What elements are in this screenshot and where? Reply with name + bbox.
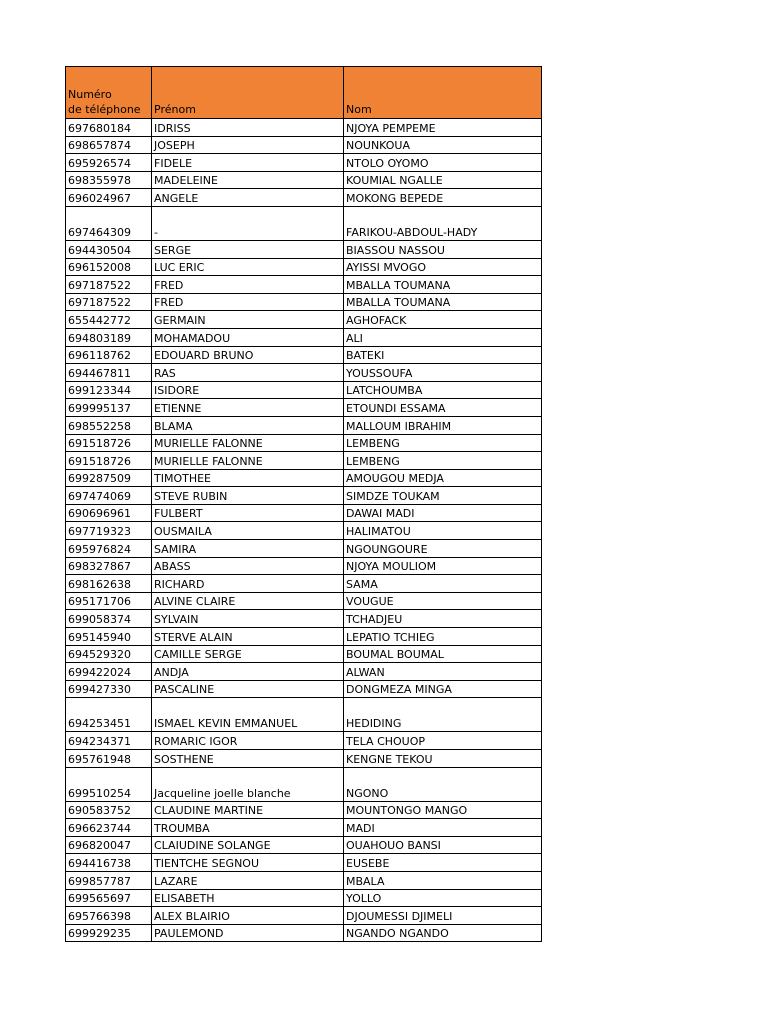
table-header <box>66 67 542 119</box>
cell-first-name: - <box>152 206 344 240</box>
table-row <box>66 119 542 137</box>
table-row <box>66 557 542 575</box>
table-row <box>66 592 542 610</box>
cell-last-name: LATCHOUMBA <box>344 381 542 399</box>
cell-last-name: DONGMEZA MINGA <box>344 680 542 698</box>
cell-phone: 695145940 <box>66 628 152 646</box>
cell-phone: 696152008 <box>66 258 152 276</box>
table-row <box>66 364 542 382</box>
table-row <box>66 293 542 311</box>
cell-first-name: SYLVAIN <box>152 610 344 628</box>
table-row <box>66 240 542 258</box>
cell-phone: 694253451 <box>66 698 152 732</box>
cell-first-name: CLAIUDINE SOLANGE <box>152 836 344 854</box>
cell-first-name: TIMOTHEE <box>152 469 344 487</box>
cell-last-name: HALIMATOU <box>344 522 542 540</box>
table-row <box>66 575 542 593</box>
contact-sheet <box>65 66 541 942</box>
cell-first-name: Jacqueline joelle blanche <box>152 767 344 801</box>
cell-last-name: KOUMIAL NGALLE <box>344 171 542 189</box>
cell-last-name: AGHOFACK <box>344 311 542 329</box>
header-phone-line1: Numéro <box>68 88 112 101</box>
cell-last-name: ALWAN <box>344 663 542 681</box>
cell-phone: 699857787 <box>66 871 152 889</box>
table-row <box>66 663 542 681</box>
cell-last-name: SIMDZE TOUKAM <box>344 487 542 505</box>
cell-first-name: ABASS <box>152 557 344 575</box>
cell-last-name: ETOUNDI ESSAMA <box>344 399 542 417</box>
cell-first-name: MADELEINE <box>152 171 344 189</box>
cell-phone: 699287509 <box>66 469 152 487</box>
table-row <box>66 504 542 522</box>
cell-phone: 694467811 <box>66 364 152 382</box>
cell-first-name: ISIDORE <box>152 381 344 399</box>
cell-phone: 691518726 <box>66 452 152 470</box>
cell-last-name: TCHADJEU <box>344 610 542 628</box>
cell-phone: 696024967 <box>66 189 152 207</box>
cell-phone: 697719323 <box>66 522 152 540</box>
cell-phone: 655442772 <box>66 311 152 329</box>
cell-last-name: FARIKOU-ABDOUL-HADY <box>344 206 542 240</box>
cell-last-name: MOKONG BEPEDE <box>344 189 542 207</box>
cell-phone: 699427330 <box>66 680 152 698</box>
cell-last-name: AYISSI MVOGO <box>344 258 542 276</box>
table-row <box>66 311 542 329</box>
cell-phone: 696118762 <box>66 346 152 364</box>
table-row <box>66 645 542 663</box>
cell-first-name: TROUMBA <box>152 819 344 837</box>
table-row <box>66 628 542 646</box>
cell-first-name: FULBERT <box>152 504 344 522</box>
cell-last-name: MALLOUM IBRAHIM <box>344 416 542 434</box>
cell-last-name: DAWAI MADI <box>344 504 542 522</box>
table-row <box>66 889 542 907</box>
cell-last-name: NOUNKOUA <box>344 136 542 154</box>
cell-last-name: OUAHOUO BANSI <box>344 836 542 854</box>
table-row <box>66 767 542 801</box>
cell-last-name: TELA CHOUOP <box>344 732 542 750</box>
cell-last-name: MBALA <box>344 871 542 889</box>
table-row <box>66 801 542 819</box>
cell-first-name: CLAUDINE MARTINE <box>152 801 344 819</box>
cell-phone: 694416738 <box>66 854 152 872</box>
cell-phone: 695976824 <box>66 540 152 558</box>
table-row <box>66 416 542 434</box>
cell-phone: 699929235 <box>66 924 152 942</box>
cell-first-name: RAS <box>152 364 344 382</box>
cell-phone: 694529320 <box>66 645 152 663</box>
cell-last-name: EUSEBE <box>344 854 542 872</box>
cell-phone: 690583752 <box>66 801 152 819</box>
cell-last-name: LEPATIO TCHIEG <box>344 628 542 646</box>
header-row <box>66 67 542 119</box>
cell-last-name: BATEKI <box>344 346 542 364</box>
cell-last-name: NTOLO OYOMO <box>344 154 542 172</box>
cell-first-name: SAMIRA <box>152 540 344 558</box>
cell-first-name: EDOUARD BRUNO <box>152 346 344 364</box>
cell-first-name: OUSMAILA <box>152 522 344 540</box>
cell-first-name: PASCALINE <box>152 680 344 698</box>
table-row <box>66 276 542 294</box>
cell-first-name: JOSEPH <box>152 136 344 154</box>
cell-phone: 697474069 <box>66 487 152 505</box>
cell-phone: 694234371 <box>66 732 152 750</box>
table-row <box>66 854 542 872</box>
table-row <box>66 136 542 154</box>
table-row <box>66 680 542 698</box>
cell-first-name: IDRISS <box>152 119 344 137</box>
cell-phone: 695761948 <box>66 750 152 768</box>
cell-phone: 699422024 <box>66 663 152 681</box>
cell-last-name: NGONO <box>344 767 542 801</box>
table-row <box>66 206 542 240</box>
cell-last-name: YOLLO <box>344 889 542 907</box>
table-row <box>66 434 542 452</box>
table-row <box>66 522 542 540</box>
cell-last-name: NJOYA MOULIOM <box>344 557 542 575</box>
cell-last-name: HEDIDING <box>344 698 542 732</box>
cell-phone: 695926574 <box>66 154 152 172</box>
table-row <box>66 189 542 207</box>
cell-last-name: LEMBENG <box>344 434 542 452</box>
cell-last-name: NJOYA PEMPEME <box>344 119 542 137</box>
table-row <box>66 871 542 889</box>
cell-first-name: CAMILLE SERGE <box>152 645 344 663</box>
cell-first-name: GERMAIN <box>152 311 344 329</box>
table-row <box>66 452 542 470</box>
cell-first-name: FIDELE <box>152 154 344 172</box>
cell-phone: 697187522 <box>66 293 152 311</box>
table-row <box>66 469 542 487</box>
cell-phone: 698327867 <box>66 557 152 575</box>
cell-phone: 699058374 <box>66 610 152 628</box>
cell-first-name: LAZARE <box>152 871 344 889</box>
cell-first-name: ALVINE CLAIRE <box>152 592 344 610</box>
cell-first-name: ELISABETH <box>152 889 344 907</box>
table-row <box>66 610 542 628</box>
cell-phone: 694803189 <box>66 328 152 346</box>
cell-phone: 694430504 <box>66 240 152 258</box>
table-row <box>66 907 542 925</box>
table-row <box>66 924 542 942</box>
cell-last-name: MADI <box>344 819 542 837</box>
cell-first-name: STERVE ALAIN <box>152 628 344 646</box>
table-row <box>66 381 542 399</box>
cell-phone: 695171706 <box>66 592 152 610</box>
table-row <box>66 540 542 558</box>
cell-phone: 696623744 <box>66 819 152 837</box>
table-row <box>66 346 542 364</box>
header-last-name: Nom <box>344 67 542 119</box>
cell-phone: 699123344 <box>66 381 152 399</box>
cell-first-name: TIENTCHE SEGNOU <box>152 854 344 872</box>
cell-last-name: MBALLA TOUMANA <box>344 293 542 311</box>
cell-first-name: SERGE <box>152 240 344 258</box>
cell-last-name: YOUSSOUFA <box>344 364 542 382</box>
cell-first-name: STEVE RUBIN <box>152 487 344 505</box>
cell-first-name: ROMARIC IGOR <box>152 732 344 750</box>
header-first-name: Prénom <box>152 67 344 119</box>
cell-first-name: FRED <box>152 293 344 311</box>
table-row <box>66 171 542 189</box>
cell-phone: 698552258 <box>66 416 152 434</box>
cell-phone: 698162638 <box>66 575 152 593</box>
cell-last-name: BOUMAL BOUMAL <box>344 645 542 663</box>
header-phone <box>66 67 152 119</box>
cell-first-name: MURIELLE FALONNE <box>152 434 344 452</box>
cell-phone: 698657874 <box>66 136 152 154</box>
cell-last-name: MOUNTONGO MANGO <box>344 801 542 819</box>
cell-last-name: ALI <box>344 328 542 346</box>
cell-phone: 691518726 <box>66 434 152 452</box>
cell-last-name: NGANDO NGANDO <box>344 924 542 942</box>
cell-last-name: KENGNE TEKOU <box>344 750 542 768</box>
cell-phone: 699510254 <box>66 767 152 801</box>
cell-first-name: SOSTHENE <box>152 750 344 768</box>
header-phone-line2: de téléphone <box>68 103 141 116</box>
cell-last-name: LEMBENG <box>344 452 542 470</box>
cell-first-name: ALEX BLAIRIO <box>152 907 344 925</box>
cell-phone: 698355978 <box>66 171 152 189</box>
cell-phone: 690696961 <box>66 504 152 522</box>
cell-first-name: ANDJA <box>152 663 344 681</box>
table-row <box>66 258 542 276</box>
cell-first-name: LUC ERIC <box>152 258 344 276</box>
cell-phone: 696820047 <box>66 836 152 854</box>
cell-first-name: FRED <box>152 276 344 294</box>
cell-last-name: DJOUMESSI DJIMELI <box>344 907 542 925</box>
table-row <box>66 399 542 417</box>
cell-first-name: ANGELE <box>152 189 344 207</box>
cell-phone: 699995137 <box>66 399 152 417</box>
cell-phone: 695766398 <box>66 907 152 925</box>
cell-last-name: MBALLA TOUMANA <box>344 276 542 294</box>
cell-phone: 697464309 <box>66 206 152 240</box>
cell-first-name: PAULEMOND <box>152 924 344 942</box>
cell-phone: 697680184 <box>66 119 152 137</box>
table-row <box>66 154 542 172</box>
table-row <box>66 487 542 505</box>
table-row <box>66 698 542 732</box>
cell-first-name: BLAMA <box>152 416 344 434</box>
cell-phone: 699565697 <box>66 889 152 907</box>
contact-table <box>65 66 542 942</box>
cell-first-name: MOHAMADOU <box>152 328 344 346</box>
cell-first-name: MURIELLE FALONNE <box>152 452 344 470</box>
table-row <box>66 836 542 854</box>
cell-last-name: SAMA <box>344 575 542 593</box>
cell-last-name: BIASSOU NASSOU <box>344 240 542 258</box>
table-row <box>66 328 542 346</box>
table-row <box>66 750 542 768</box>
table-row <box>66 819 542 837</box>
table-body <box>66 119 542 942</box>
cell-first-name: ETIENNE <box>152 399 344 417</box>
cell-last-name: VOUGUE <box>344 592 542 610</box>
cell-last-name: AMOUGOU MEDJA <box>344 469 542 487</box>
table-row <box>66 732 542 750</box>
cell-phone: 697187522 <box>66 276 152 294</box>
cell-first-name: RICHARD <box>152 575 344 593</box>
cell-first-name: ISMAEL KEVIN EMMANUEL <box>152 698 344 732</box>
cell-last-name: NGOUNGOURE <box>344 540 542 558</box>
